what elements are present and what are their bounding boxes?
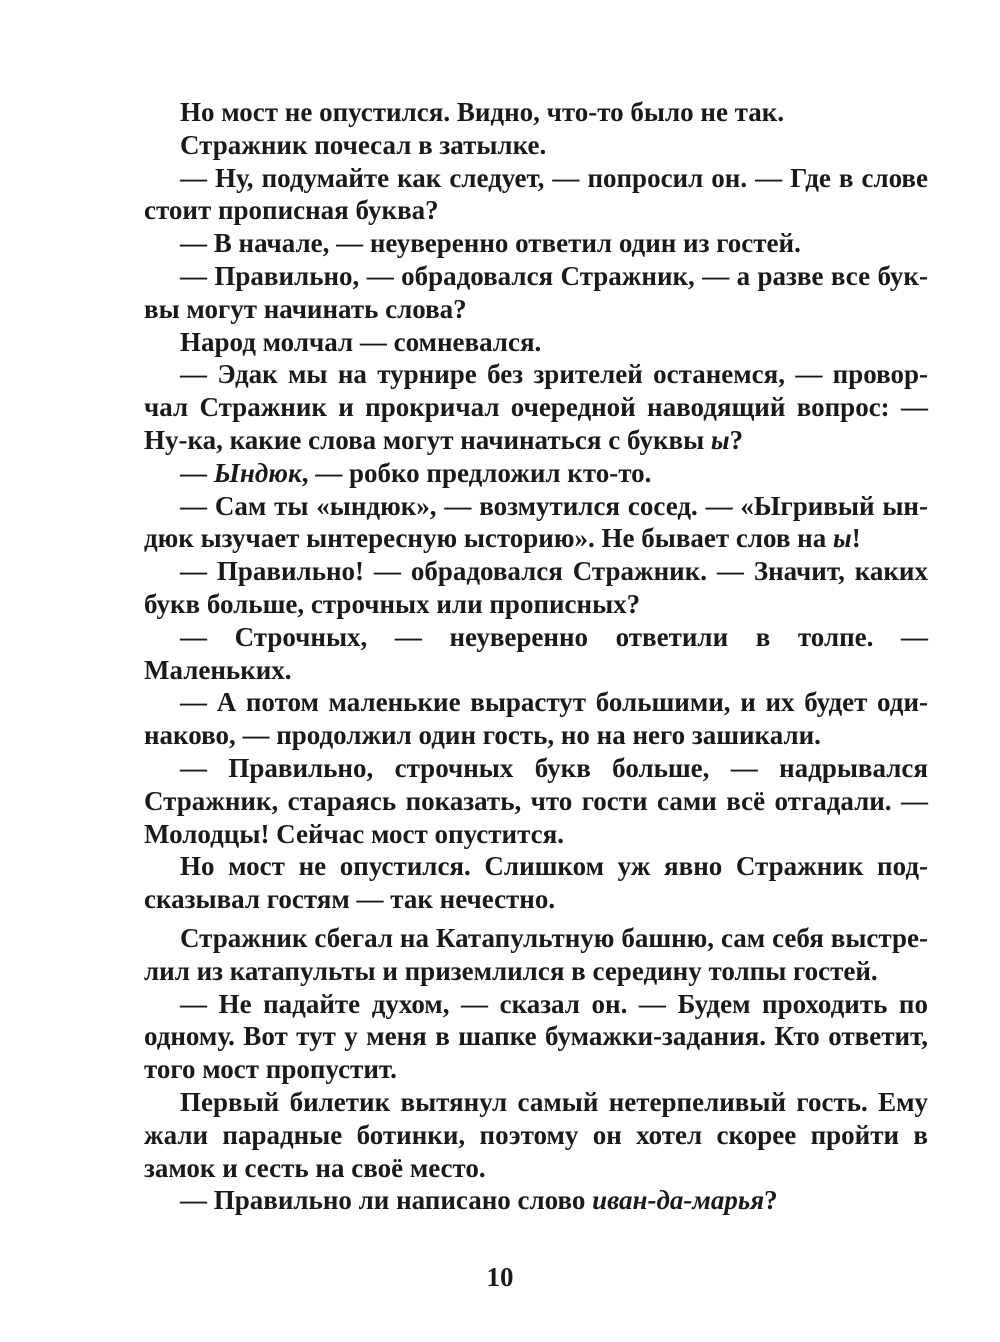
italic-word: ы — [710, 424, 730, 455]
paragraph: Но мост не опустился. Слишком уж явно Стражник подсказывал гостям — так нечестно. — [144, 851, 928, 915]
paragraph: — Сам ты «ындюк», — возмутился сосед. — «Ыгривый ындюк ызучает ынтересную ысторию». Не бывает слов на ы! — [144, 490, 928, 554]
paragraph: — Ну, подумайте как следует, — попросил он. — Где в слове стоит прописная буква? — [144, 162, 928, 226]
paragraph: Но мост не опустился. Видно, что-то было не так. — [180, 97, 785, 127]
text-section-1 — [144, 96, 928, 916]
paragraph: Стражник почесал в затылке. — [180, 129, 547, 160]
page-number: 10 — [486, 1262, 514, 1292]
italic-word: иван-да-марья — [592, 1185, 765, 1216]
italic-word: ы — [833, 523, 852, 554]
paragraph: Стражник сбегал на Катапультную башню, сам себя выстрелил из катапульты и приземлился в середину толпы гостей. — [144, 923, 928, 986]
paragraph: — В начале, — неуверенно ответил один из гостей. — [180, 228, 801, 259]
paragraph: — Правильно ли написано слово иван-да-марья? — [180, 1185, 778, 1216]
paragraph: — Ындюк, — робко предложил кто-то. — [180, 457, 652, 488]
paragraph: — А потом маленькие вырастут большими, и их будет одинаково, — продолжил один гость, но на него зашикали. — [144, 687, 928, 751]
paragraph: — Правильно, строчных букв больше, — надрывался Стражник, стараясь показать, что гости сами всё отгадали. — Молодцы! Сейчас мост опустится. — [144, 752, 928, 849]
paragraph: Первый билетик вытянул самый нетерпеливый гость. Ему жали парадные ботинки, поэтому он хотел скорее пройти в замок и сесть на своё место. — [144, 1086, 928, 1183]
paragraph: — Не падайте духом, — сказал он. — Будем проходить по одному. Вот тут у меня в шапке бумажки-задания. Кто ответит, того мост пропустит. — [144, 988, 928, 1085]
text-section-2 — [144, 922, 928, 1217]
paragraph: — Правильно, — обрадовался Стражник, — а разве все буквы могут начинать слова? — [144, 260, 928, 324]
italic-word: Ындюк — [213, 457, 302, 488]
paragraph: — Эдак мы на турнире без зрителей останемся, — проворчал Стражник и прокричал очередной наводящий вопрос: — Ну-ка, какие слова могут начинаться с буквы ы? — [144, 359, 928, 455]
paragraph: — Строчных, — неуверенно ответили в толпе. — Маленьких. — [144, 621, 928, 685]
paragraph: Народ молчал — сомневался. — [180, 326, 542, 357]
paragraph: — Правильно! — обрадовался Стражник. — Значит, каких букв больше, строчных или прописных? — [144, 556, 928, 619]
